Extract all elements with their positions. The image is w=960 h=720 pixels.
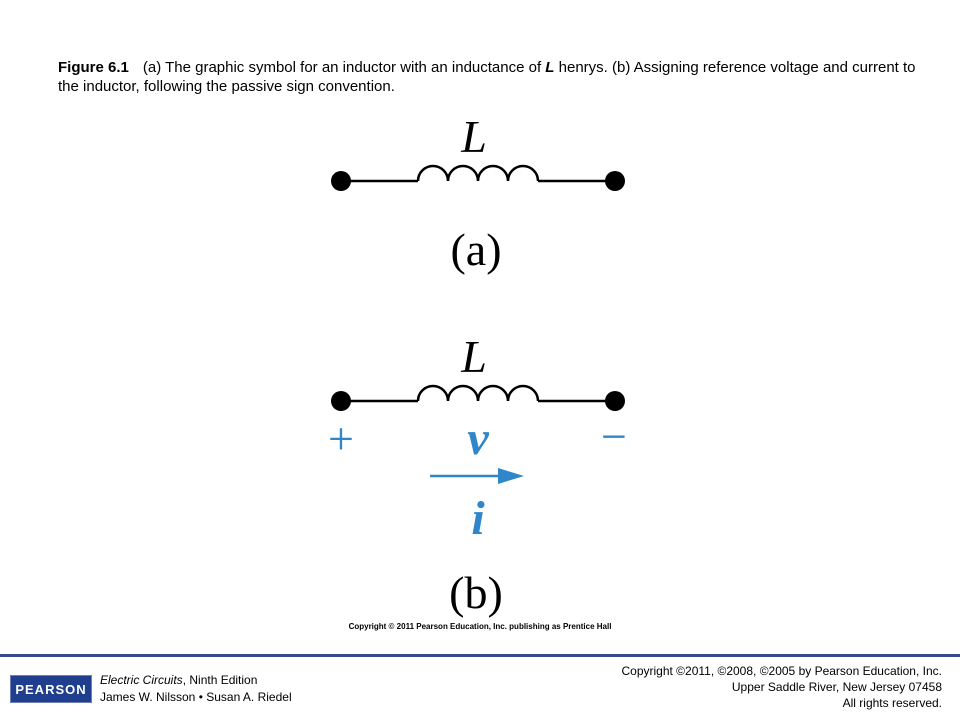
footer-divider	[0, 654, 960, 657]
book-title: Electric Circuits	[100, 673, 183, 687]
caption-symbol: L	[545, 59, 555, 76]
caption-text-a: (a) The graphic symbol for an inductor with an inductance of	[142, 59, 546, 76]
terminal-right-b	[605, 391, 625, 411]
part-label-b: (b)	[449, 567, 503, 618]
part-label-a: (a)	[450, 224, 502, 275]
pearson-logo: PEARSON	[10, 675, 92, 703]
book-authors: James W. Nilsson • Susan A. Riedel	[100, 690, 292, 704]
figure-copyright: Copyright © 2011 Pearson Education, Inc. publishing as Prentice Hall	[348, 622, 612, 631]
book-info	[100, 672, 292, 706]
voltage-plus-sign: +	[328, 413, 354, 464]
publisher-address: Upper Saddle River, New Jersey 07458	[731, 680, 942, 694]
rights-reserved: All rights reserved.	[842, 696, 942, 710]
inductor-label-b: L	[461, 331, 487, 382]
caption-text-b: henrys. (b) Assigning reference voltage and current to the inductor, following the passive sign convention.	[58, 59, 916, 95]
book-edition: , Ninth Edition	[182, 673, 258, 687]
inductor-coil-b	[418, 386, 538, 401]
diagram-a	[331, 111, 625, 275]
inductor-coil-a	[418, 166, 538, 181]
terminal-right-a	[605, 171, 625, 191]
inductor-label-a: L	[461, 111, 487, 162]
voltage-minus-sign: −	[601, 411, 627, 462]
figure-label: Figure 6.1	[58, 59, 129, 76]
diagram-b	[328, 331, 627, 618]
publisher-copyright: Copyright ©2011, ©2008, ©2005 by Pearson Education, Inc.	[621, 664, 942, 678]
book-title-line	[100, 672, 292, 689]
current-arrow-head	[498, 468, 524, 484]
terminal-left-b	[331, 391, 351, 411]
current-label: i	[471, 492, 485, 545]
publisher-rights	[621, 663, 942, 711]
voltage-label: v	[467, 412, 489, 465]
terminal-left-a	[331, 171, 351, 191]
